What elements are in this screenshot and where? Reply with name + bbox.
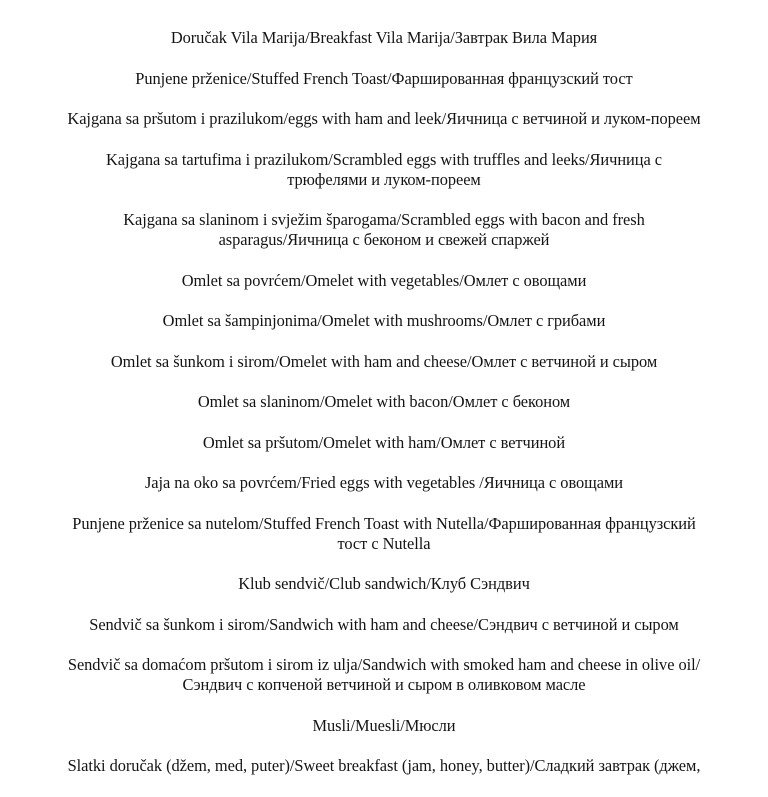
breakfast-menu [0, 28, 768, 797]
menu-item-line: Omlet sa šampinjonima/Omelet with mushrooms/Омлет с грибами [162, 311, 606, 330]
menu-item-line: Punjene prženice sa nutelom/Stuffed French Toast with Nutella/Фаршированная французский [72, 513, 696, 533]
menu-item-omelet-mushrooms [34, 311, 734, 331]
menu-item-line: Omlet sa pršutom/Omelet with ham/Омлет с ветчиной [202, 432, 566, 452]
menu-item-line: asparagus/Яичница с беконом и свежей спаржей [218, 230, 550, 249]
menu-item-line: Sendvič sa domaćom pršutom i sirom iz ulja/Sandwich with smoked ham and cheese in olive oil/ [67, 655, 701, 674]
menu-item-line: Punjene prženice/Stuffed French Toast/Фаршированная французский тост [135, 68, 633, 88]
menu-item-omelet-ham-cheese [34, 352, 734, 372]
menu-title-text: Doručak Vila Marija/Breakfast Vila Marija/Завтрак Вила Мария [170, 28, 598, 47]
menu-item-line: тост с Nutella [337, 533, 431, 553]
menu-item-omelet-vegetables [34, 271, 734, 291]
menu-item-muesli [34, 716, 734, 736]
menu-item-omelet-bacon [34, 392, 734, 412]
menu-item-line: трюфелями и луком-пореем [287, 169, 481, 189]
menu-item-club-sandwich [34, 574, 734, 594]
menu-item-line: Kajgana sa tartufima i prazilukom/Scrambled eggs with truffles and leeks/Яичница с [106, 149, 662, 169]
menu-item-line: Musli/Muesli/Мюсли [312, 715, 456, 735]
menu-item-line: Kajgana sa slaninom i svježim šparogama/Scrambled eggs with bacon and fresh [123, 210, 645, 229]
menu-item-stuffed-french-toast [34, 69, 734, 89]
menu-item-eggs-truffles-leeks [34, 150, 734, 190]
menu-item-french-toast-nutella [34, 514, 734, 554]
menu-item-sandwich-ham-cheese [34, 615, 734, 635]
menu-item-line: Kajgana sa pršutom i prazilukom/eggs with ham and leek/Яичница с ветчиной и луком-пореем [67, 109, 701, 128]
menu-item-line: Klub sendvič/Club sandwich/Клуб Сэндвич [238, 574, 530, 593]
menu-item-line: Jaja na oko sa povrćem/Fried eggs with vegetables /Яичница с овощами [144, 473, 624, 492]
menu-item-line: Omlet sa povrćem/Omelet with vegetables/Омлет с овощами [181, 270, 587, 290]
menu-item-line: Slatki doručak (džem, med, puter)/Sweet breakfast (jam, honey, butter)/Сладкий завтрак (джем, [67, 756, 701, 775]
menu-item-line: Sendvič sa šunkom i sirom/Sandwich with ham and cheese/Сэндвич с ветчиной и сыром [89, 614, 679, 634]
menu-item-line: Omlet sa šunkom i sirom/Omelet with ham and cheese/Омлет с ветчиной и сыром [110, 351, 658, 371]
menu-item-omelet-ham [34, 433, 734, 453]
menu-item-sweet-breakfast [34, 756, 734, 776]
menu-item-fried-eggs-vegetables [34, 473, 734, 493]
menu-item-line: Omlet sa slaninom/Omelet with bacon/Омлет с беконом [197, 392, 571, 411]
menu-item-sandwich-smoked-ham [34, 655, 734, 695]
menu-title [34, 28, 734, 48]
menu-item-eggs-ham-leek [34, 109, 734, 129]
menu-item-eggs-bacon-asparagus [34, 210, 734, 250]
menu-item-line: Сэндвич с копченой ветчиной и сыром в оливковом масле [182, 675, 586, 694]
